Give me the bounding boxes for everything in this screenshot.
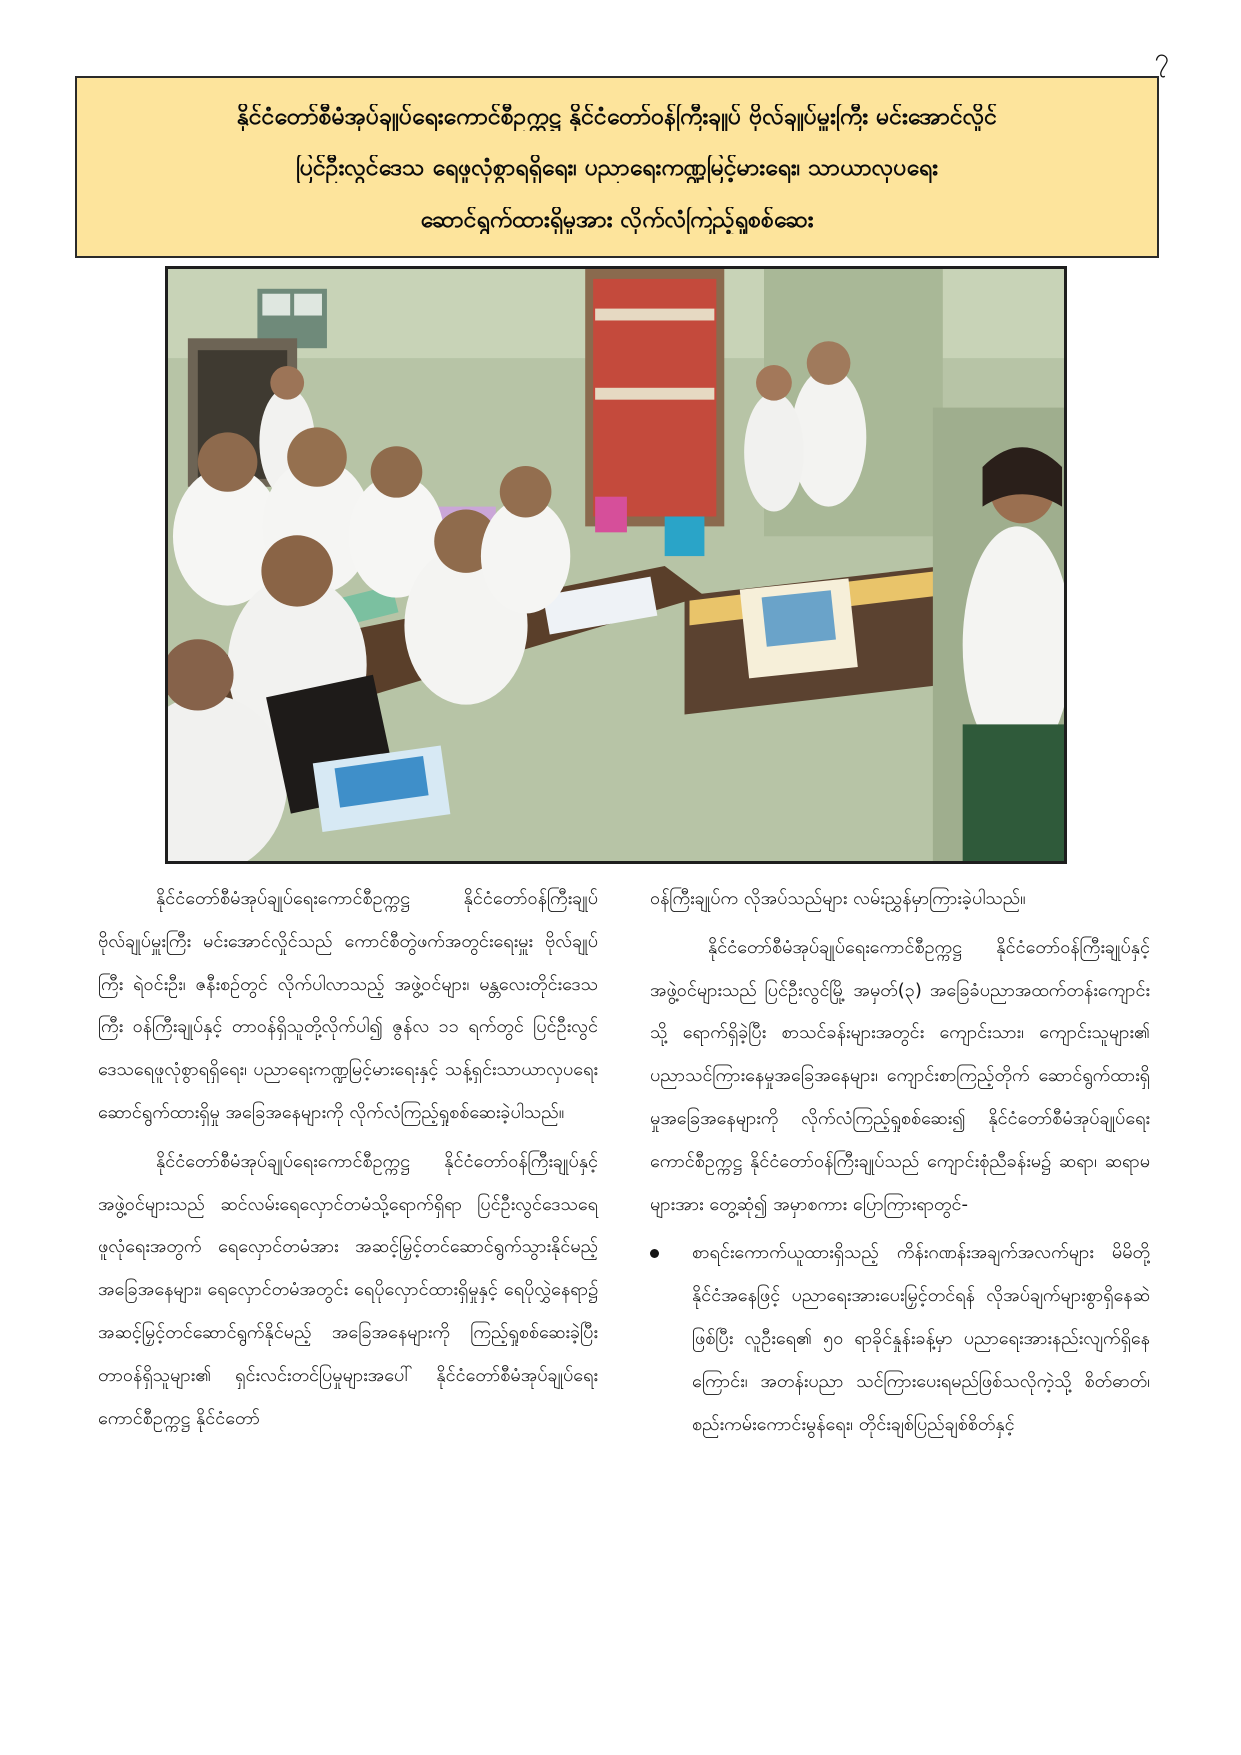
body-paragraph: နိုင်ငံတော်စီမံအုပ်ချုပ်ရေးကောင်စီဥက္ကဋ္ဌ နိုင်ငံတော်ဝန်ကြီးချုပ်နှင့် အဖွဲ့ဝင်များသည် ဆင်လမ်းရေလှောင်တမံသို့ရောက်ရှိရာ ပြင်ဦးလွင်ဒေသရေဖူလုံရေးအတွက် ရေလှောင်တမံအား အဆင့်မြှင့်တင်ဆောင်ရွက်သွားနိုင်မည့် အခြေအနေများ၊ ရေလှောင်တမံအတွင်း ရေပိုလှောင်ထားရှိမှုနှင့် ရေပိုလွှဲနေရာ၌ အဆင့်မြှင့်တင်ဆောင်ရွက်နိုင်မည့် အခြေအနေများကို ကြည့်ရှုစစ်ဆေးခဲ့ပြီး တာဝန်ရှိသူများ၏ ရှင်းလင်းတင်ပြမှုများအပေါ် နိုင်ငံတော်စီမံအုပ်ချုပ်ရေးကောင်စီဥက္ကဋ္ဌ နိုင်ငံတော်	[98, 1150, 598, 1429]
left-column	[98, 878, 598, 1446]
bullet-dot-icon	[650, 1249, 659, 1258]
headline-line-2: ပြင်ဦးလွင်ဒေသ ရေဖူလုံစွာရရှိရေး၊ ပညာရေးကဏ္ဍမြင့်မားရေး၊ သာယာလှပရေး	[296, 155, 938, 182]
body-paragraph: နိုင်ငံတော်စီမံအုပ်ချုပ်ရေးကောင်စီဥက္ကဋ္ဌ နိုင်ငံတော်ဝန်ကြီးချုပ်နှင့် အဖွဲ့ဝင်များသည် ပြင်ဦးလွင်မြို့ အမှတ်(၃) အခြေခံပညာအထက်တန်းကျောင်းသို့ ရောက်ရှိခဲ့ပြီး စာသင်ခန်းများအတွင်း ကျောင်းသား၊ ကျောင်းသူများ၏ ပညာသင်ကြားနေမှုအခြေအနေများ၊ ကျောင်းစာကြည့်တိုက် ဆောင်ရွက်ထားရှိမှုအခြေအနေများကို လိုက်လံကြည့်ရှုစစ်ဆေး၍ နိုင်ငံတော်စီမံအုပ်ချုပ်ရေးကောင်စီဥက္ကဋ္ဌ နိုင်ငံတော်ဝန်ကြီးချုပ်သည် ကျောင်းစုံညီခန်းမ၌ ဆရာ၊ ဆရာမများအား တွေ့ဆုံ၍ အမှာစကား ပြောကြားရာတွင်-	[650, 936, 1150, 1215]
headline-line-3: ဆောင်ရွက်ထားရှိမှုအား လိုက်လံကြည့်ရှုစစ်ဆေး	[420, 206, 814, 233]
bullet-list	[650, 1232, 1150, 1446]
right-column	[650, 878, 1150, 1446]
headline-line-1: နိုင်ငံတော်စီမံအုပ်ချုပ်ရေးကောင်စီဥက္ကဋ္ဌ နိုင်ငံတော်ဝန်ကြီးချုပ် ဗိုလ်ချုပ်မှူးကြီး မင်းအောင်လှိုင်	[236, 103, 998, 130]
bullet-item	[650, 1232, 1150, 1446]
continuation-paragraph: ဝန်ကြီးချုပ်က လိုအပ်သည်များ လမ်းညွှန်မှာကြားခဲ့ပါသည်။	[650, 888, 1026, 909]
page-number: ၇	[1154, 43, 1169, 73]
classroom-photo-illustration	[168, 269, 1064, 861]
classroom-photo	[165, 266, 1067, 864]
bullet-text: စာရင်းကောက်ယူထားရှိသည့် ကိန်းဂဏန်းအချက်အလက်များ မိမိတို့နိုင်ငံအနေဖြင့် ပညာရေးအားပေးမြှင့်တင်ရန် လိုအပ်ချက်များစွာရှိနေဆဲဖြစ်ပြီး လူဦးရေ၏ ၅၀ ရာခိုင်နှုန်းခန့်မှာ ပညာရေးအားနည်းလျက်ရှိနေကြောင်း၊ အတန်းပညာ သင်ကြားပေးရမည်ဖြစ်သလိုကဲ့သို့ စိတ်ဓာတ်၊ စည်းကမ်းကောင်းမွန်ရေး၊ တိုင်းချစ်ပြည်ချစ်စိတ်နှင့်	[692, 1242, 1150, 1435]
body-paragraph: နိုင်ငံတော်စီမံအုပ်ချုပ်ရေးကောင်စီဥက္ကဋ္ဌ နိုင်ငံတော်ဝန်ကြီးချုပ် ဗိုလ်ချုပ်မှူးကြီး မင်းအောင်လှိုင်သည် ကောင်စီတွဲဖက်အတွင်းရေးမှူး ဗိုလ်ချုပ်ကြီး ရဲဝင်းဦး၊ ဇနီးစဉ်တွင် လိုက်ပါလာသည့် အဖွဲ့ဝင်များ၊ မန္တလေးတိုင်းဒေသကြီး ဝန်ကြီးချုပ်နှင့် တာဝန်ရှိသူတို့လိုက်ပါ၍ ဇွန်လ ၁၁ ရက်တွင် ပြင်ဦးလွင်ဒေသရေဖူလုံစွာရရှိရေး၊ ပညာရေးကဏ္ဍမြင့်မားရေးနှင့် သန့်ရှင်းသာယာလှပရေး ဆောင်ရွက်ထားရှိမှု အခြေအနေများကို လိုက်လံကြည့်ရှုစစ်ဆေးခဲ့ပါသည်။	[98, 888, 598, 1123]
headline-box	[75, 76, 1159, 258]
